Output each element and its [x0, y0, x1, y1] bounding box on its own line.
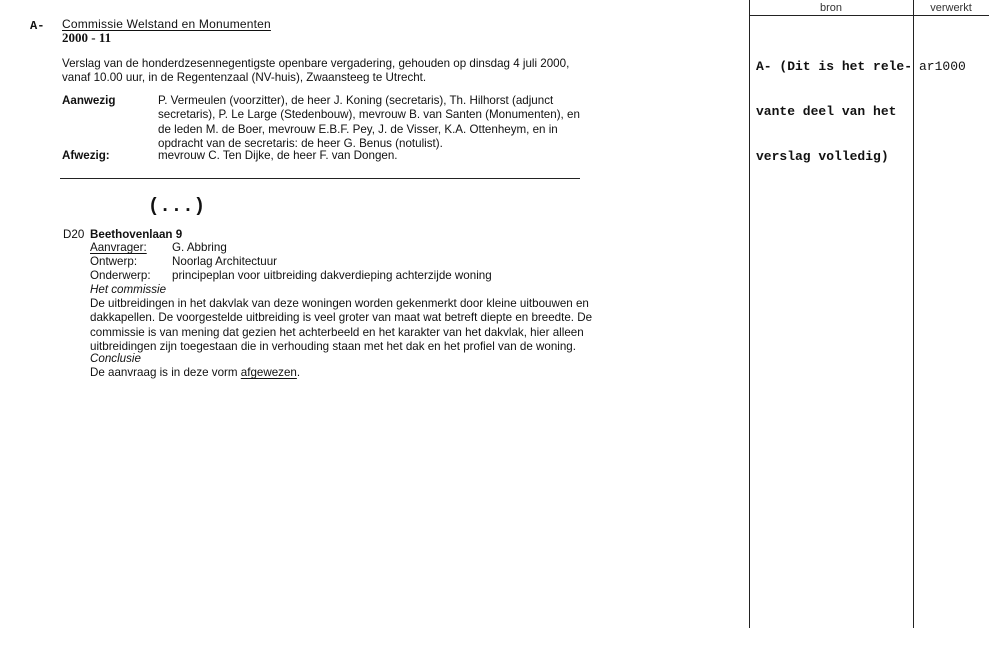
source-note: [756, 29, 912, 179]
commission-line: uitbreidingen zijn toegestaan die in verhouding staan met het dak en het profiel van de woning.: [90, 339, 576, 353]
present-list: [158, 94, 598, 151]
present-line: secretaris), P. Le Large (Stedenbouw), mevrouw B. van Santen (Monumenten), en: [158, 108, 580, 122]
conclusion-prefix: De aanvraag is in deze vorm: [90, 366, 241, 379]
commission-line: De uitbreidingen in het dakvlak van deze woningen worden gekenmerkt door kleine uitbouwen en: [90, 297, 589, 310]
present-label: Aanwezig: [62, 94, 116, 107]
applicant-label: Aanvrager:: [90, 241, 147, 254]
source-note-line: verslag volledig): [756, 149, 889, 164]
case-code: D20: [63, 228, 85, 241]
column-header-processed: verwerkt: [930, 2, 972, 14]
conclusion-text: [90, 366, 300, 379]
organization-name: Commissie Welstand en Monumenten: [62, 17, 271, 31]
source-note-line: A- (Dit is het rele-: [756, 59, 913, 74]
conclusion-verdict: afgewezen: [240, 366, 297, 379]
intro-paragraph: [62, 57, 592, 86]
commission-paragraph: [90, 297, 600, 354]
commission-line: commissie is van mening dat gezien het achterbeeld en het karakter van het dakvlak, hier alleen: [90, 325, 584, 339]
present-line: opdracht van de secretaris: de heer G. Benus (notulist).: [158, 136, 443, 150]
design-label: Ontwerp:: [90, 255, 138, 268]
meeting-number: 2000 - 11: [62, 30, 112, 45]
omission-marker: (...): [148, 195, 206, 217]
table-column-divider: [913, 0, 914, 628]
subject-value: principeplan voor uitbreiding dakverdieping achterzijde woning: [172, 269, 492, 282]
column-header-source: bron: [819, 2, 843, 14]
margin-mark: A-: [30, 19, 45, 33]
applicant-value: G. Abbring: [172, 241, 227, 254]
section-divider: [60, 178, 580, 179]
present-line: de leden M. de Boer, mevrouw E.B.F. Pey, J. de Visser, K.A. Ottenheym, en in: [158, 122, 558, 136]
intro-line: vanaf 10.00 uur, in de Regentenzaal (NV-huis), Zwaansteeg te Utrecht.: [62, 71, 427, 85]
present-line: P. Vermeulen (voorzitter), de heer J. Koning (secretaris), Th. Hilhorst (adjunct: [158, 94, 554, 107]
case-address: Beethovenlaan 9: [90, 228, 183, 241]
conclusion-heading: Conclusie: [90, 352, 141, 365]
absent-text: mevrouw C. Ten Dijke, de heer F. van Dongen.: [158, 149, 398, 162]
table-left-border: [749, 0, 750, 628]
commission-line: dakkapellen. De voorgestelde uitbreiding is veel groter van maat wat betreft diepte en breedte. De: [90, 311, 593, 325]
conclusion-suffix: .: [296, 366, 301, 379]
source-note-line: vante deel van het: [756, 104, 897, 119]
processed-code: ar1000: [919, 59, 966, 74]
subject-label: Onderwerp:: [90, 269, 151, 282]
commission-heading: Het commissie: [90, 283, 167, 296]
absent-label: Afwezig:: [62, 149, 110, 162]
design-value: Noorlag Architectuur: [172, 255, 278, 268]
intro-line: Verslag van de honderdzesennegentigste openbare vergadering, gehouden op dinsdag 4 juli 2000,: [62, 57, 570, 70]
table-header-rule: [749, 15, 989, 16]
